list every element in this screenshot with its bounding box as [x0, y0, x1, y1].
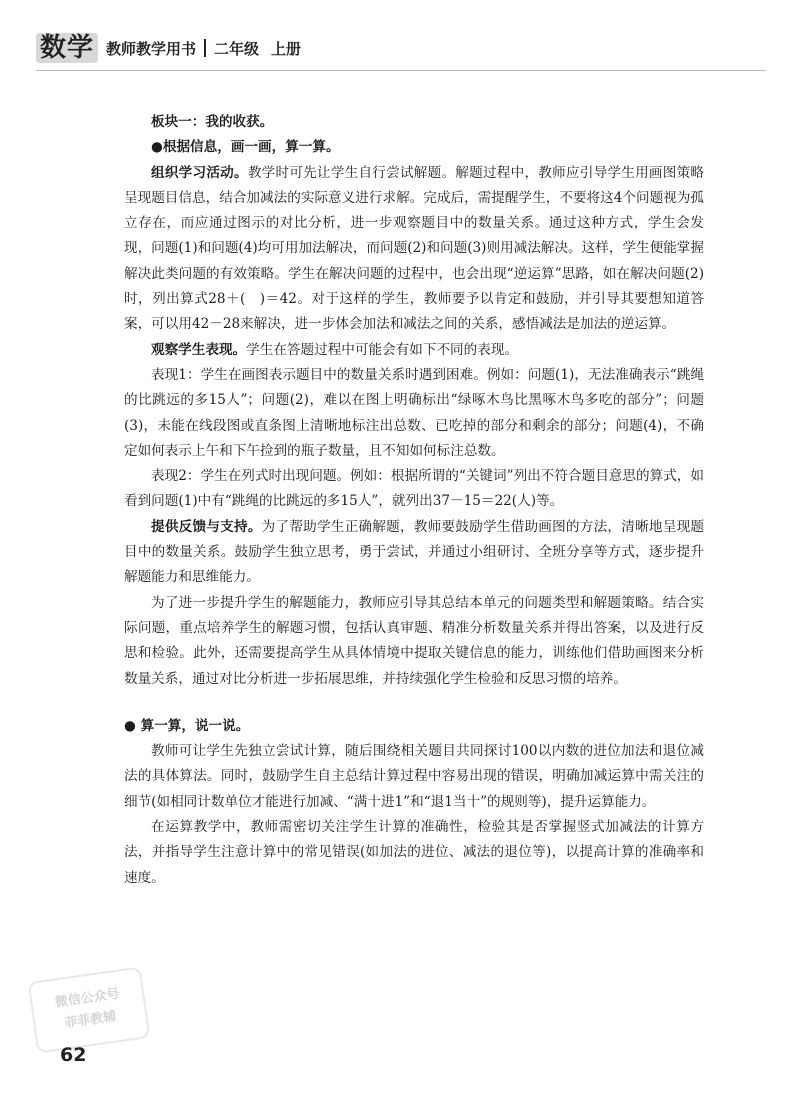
watermark-line: 菲菲教辅 [63, 1009, 118, 1032]
paragraph-lead: 观察学生表现。 [151, 341, 247, 358]
paragraph-text: 学生在答题过程中可能会有如下不同的表现。 [246, 341, 519, 358]
paragraph: 为了进一步提升学生的解题能力，教师应引导其总结本单元的问题类型和解题策略。结合实际问题，重点培养学生的解题习惯，包括认真审题、精准分析数量关系并得出答案，以及进行反思和检验。此外，还需要提高学生从具体情境中提取关键信息的能力，训练他们借助画图来分析数量关系，通过对比分析进一步拓展思维，并持续强化学生检验和反思习惯的培养。 [124, 594, 704, 687]
section-title: 板块一：我的收获。 [151, 114, 274, 130]
header-divider [36, 70, 766, 71]
paragraph: 表现2：学生在列式时出现问题。例如：根据所谓的“关键词”列出不符合题目意思的算式，如看到问题(1)中有“跳绳的比跳远的多15人”，就列出37－15＝22(人)等。 [124, 468, 704, 510]
watermark [28, 966, 151, 1053]
part1-heading: ●根据信息，画一画，算一算。 [151, 139, 340, 156]
paragraph [124, 161, 704, 338]
paragraph-text: 教学时可先让学生自行尝试解题。解题过程中，教师应引导学生用画图策略呈现题目信息，结合加减法的实际意义进行求解。完成后，需提醒学生，不要将这4个问题视为孤立存在，而应通过图示的对比分析，进一步观察题目中的数量关系。通过这种方式，学生会发现，问题(1)和问题(4)均可用加法解决，而问题(2)和问题(3)则用减法解决。这样，学生便能掌握解决此类问题的有效策略。学生在解决问题的过程中，也会出现“逆运算”思路，如在解决问题(2)时，列出算式28＋( )＝42。对于这样的学生，教师要予以肯定和鼓励，并引导其要想知道答案，可以用42－28来解决，进一步体会加法和减法之间的关系，感悟减法是加法的逆运算。 [124, 164, 705, 333]
paragraph [124, 515, 704, 591]
math-logo: 数学 [36, 33, 98, 63]
watermark-line: 微信公众号 [54, 986, 121, 1011]
paragraph: 教师可让学生先独立尝试计算，随后围绕相关题目共同探讨100以内数的进位加法和退位减法的具体算法。同时，鼓励学生自主总结计算过程中容易出现的错误，明确加减运算中需关注的细节(如相同计数单位才能进行加减、“满十进1”和“退1当十”的规则等)，提升运算能力。 [124, 743, 704, 810]
part2-heading: ● 算一算，说一说。 [124, 717, 250, 734]
book-title: 教师教学用书 [106, 39, 197, 58]
grade-label: 二年级 [214, 39, 260, 58]
paragraph: 在运算教学中，教师需密切关注学生计算的准确性，检验其是否掌握竖式加减法的计算方法，并指导学生注意计算中的常见错误(如加法的进位、减法的退位等)，以提高计算的准确率和速度。 [124, 819, 704, 886]
paragraph-lead: 组织学习活动。 [151, 164, 248, 181]
header-separator [204, 39, 206, 57]
volume-label: 上册 [271, 39, 302, 58]
paragraph-text: 为了帮助学生正确解题，教师要鼓励学生借助画图的方法，清晰地呈现题目中的数量关系。鼓励学生独立思考，勇于尝试，并通过小组研讨、全班分享等方式，逐步提升解题能力和思维能力。 [124, 518, 705, 586]
paragraph: 表现1：学生在画图表示题目中的数量关系时遇到困难。例如：问题(1)，无法准确表示“跳绳的比跳远的多15人”；问题(2)，难以在图上明确标出“绿啄木鸟比黑啄木鸟多吃的部分”；问题(3)，未能在线段图或直条图上清晰地标注出总数、已吃掉的部分和剩余的部分；问题(4)，不确定如何表示上午和下午捡到的瓶子数量，且不知如何标注总数。 [124, 366, 704, 459]
main-content [124, 110, 704, 891]
page-header [36, 28, 766, 68]
section-gap [124, 692, 704, 714]
paragraph [124, 338, 704, 363]
page-number: 62 [60, 1044, 87, 1066]
paragraph-lead: 提供反馈与支持。 [151, 518, 262, 535]
